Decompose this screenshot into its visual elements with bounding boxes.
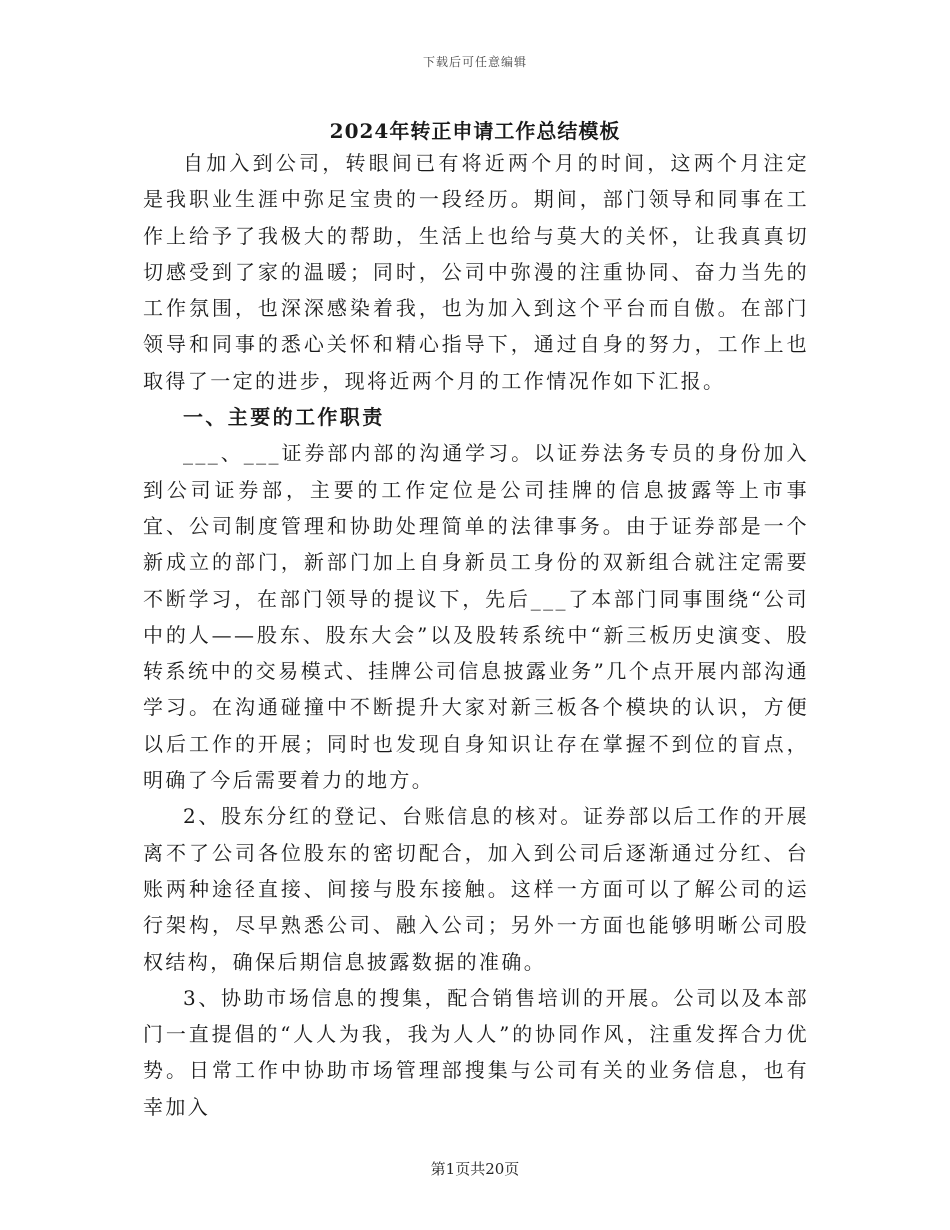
document-title: 2024年转正申请工作总结模板: [329, 119, 621, 143]
download-note: 下载后可任意编辑: [422, 55, 527, 69]
duty-paragraph-3: 3、协助市场信息的搜集，配合销售培训的开展。公司以及本部门一直提倡的“人人为我，我为人人”的协同作风，注重发挥合力优势。日常工作中协助市场管理部搜集与公司有关的业务信息，也有幸加入: [143, 985, 809, 1119]
intro-paragraph: 自加入到公司，转眼间已有将近两个月的时间，这两个月注定是我职业生涯中弥足宝贵的一段经历。期间，部门领导和同事在工作上给予了我极大的帮助，生活上也给与莫大的关怀，让我真真切切感受到了家的温暖；同时，公司中弥漫的注重协同、奋力当先的工作氛围，也深深感染着我，也为加入到这个平台而自傲。在部门领导和同事的悉心关怀和精心指导下，通过自身的努力，工作上也取得了一定的进步，现将近两个月的工作情况作如下汇报。: [143, 151, 809, 393]
duty-paragraph-2: 2、股东分红的登记、台账信息的核对。证券部以后工作的开展离不了公司各位股东的密切配合，加入到公司后逐渐通过分红、台账两种途径直接、间接与股东接触。这样一方面可以了解公司的运行架构，尽早熟悉公司、融入公司；另外一方面也能够明晰公司股权结构，确保后期信息披露数据的准确。: [143, 804, 809, 974]
page-number: 第1页共20页: [430, 1160, 520, 1178]
duty-paragraph-1: ___、___证券部内部的沟通学习。以证券法务专员的身份加入到公司证券部，主要的工作定位是公司挂牌的信息披露等上市事宜、公司制度管理和协助处理简单的法律事务。由于证券部是一个新成立的部门，新部门加上自身新员工身份的双新组合就注定需要不断学习，在部门领导的提议下，先后___了本部门同事围绕“公司中的人——股东、股东大会”以及股转系统中“新三板历史演变、股转系统中的交易模式、挂牌公司信息披露业务”几个点开展内部沟通学习。在沟通碰撞中不断提升大家对新三板各个模块的认识，方便以后工作的开展；同时也发现自身知识让存在掌握不到位的盲点，明确了今后需要着力的地方。: [143, 441, 809, 793]
document-body: [143, 145, 809, 1125]
section-heading-main-duties: 一、主要的工作职责: [183, 405, 385, 430]
